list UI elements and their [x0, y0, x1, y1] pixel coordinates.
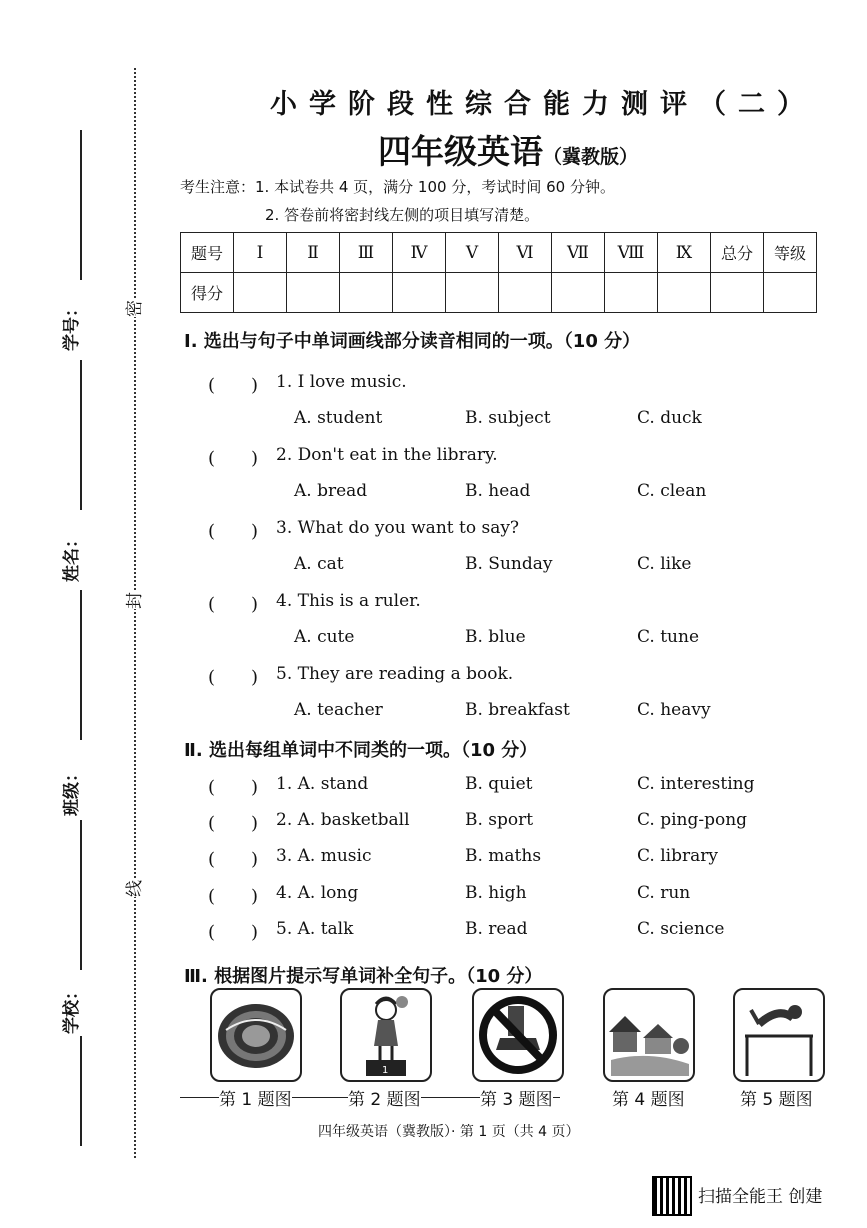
option-a: 2. A. basketball [276, 810, 410, 830]
column-cell: Ⅶ [552, 233, 605, 273]
name-line [80, 590, 82, 740]
option-b: B. read [465, 919, 528, 939]
option-b: B. high [465, 883, 527, 903]
option-c: C. heavy [637, 700, 711, 720]
option-b: B. Sunday [465, 554, 553, 574]
score-input-cell[interactable] [393, 273, 446, 313]
section-2-heading: Ⅱ. 选出每组单词中不同类的一项。（10 分） [184, 740, 538, 761]
column-cell: Ⅱ [287, 233, 340, 273]
option-b: B. head [465, 481, 531, 501]
question-text: 1. I love music. [276, 372, 407, 392]
question-text: 5. They are reading a book. [276, 664, 514, 684]
score-input-cell[interactable] [658, 273, 711, 313]
column-cell: Ⅵ [499, 233, 552, 273]
answer-paren[interactable]: ( ) [208, 594, 259, 615]
picture-5-caption: 第 5 题图 [740, 1085, 813, 1110]
score-table-header-row [181, 233, 817, 273]
column-cell: Ⅳ [393, 233, 446, 273]
option-c: C. run [637, 883, 691, 903]
podium-number: 1 [382, 1065, 389, 1076]
option-b: B. maths [465, 846, 542, 866]
score-input-cell[interactable] [446, 273, 499, 313]
option-a: 1. A. stand [276, 774, 369, 794]
picture-4-caption: 第 4 题图 [612, 1085, 685, 1110]
answer-paren[interactable]: ( ) [208, 521, 259, 542]
seal-char-mi: 密 [120, 300, 145, 317]
notice-line-1: 考生注意：1. 本试卷共 4 页，满分 100 分，考试时间 60 分钟。 [180, 178, 615, 196]
answer-paren[interactable]: ( ) [208, 813, 259, 834]
option-b: B. subject [465, 408, 551, 428]
option-c: C. science [637, 919, 725, 939]
seal-char-feng: 封 [120, 592, 145, 609]
option-c: C. library [637, 846, 718, 866]
scanner-watermark: 扫描全能王 创建 [698, 1187, 823, 1207]
page-title: 小学阶段性综合能力测评（二） [270, 89, 816, 120]
picture-2-caption: 第 2 题图 [348, 1085, 421, 1110]
qr-code-icon [652, 1176, 692, 1216]
page-subtitle [378, 126, 638, 173]
seal-char-xian: 线 [120, 880, 145, 897]
section-3-heading: Ⅲ. 根据图片提示写单词补全句子。（10 分） [184, 966, 543, 987]
answer-paren[interactable]: ( ) [208, 777, 259, 798]
seal-dotted-line [134, 68, 136, 1158]
option-c: C. duck [637, 408, 702, 428]
option-a: A. student [294, 408, 383, 428]
question-text: 2. Don't eat in the library. [276, 445, 498, 465]
answer-paren[interactable]: ( ) [208, 375, 259, 396]
class-line [80, 820, 82, 970]
option-c: C. interesting [637, 774, 755, 794]
picture-2-podium-girl [340, 988, 432, 1082]
score-table [180, 232, 817, 313]
edition-text: （冀教版） [543, 146, 639, 168]
header-label-cell: 题号 [181, 233, 234, 273]
picture-1-running-track [210, 988, 302, 1082]
option-c: C. ping-pong [637, 810, 748, 830]
option-a: 4. A. long [276, 883, 359, 903]
option-c: C. clean [637, 481, 707, 501]
student-no-line [80, 130, 82, 280]
score-label-cell: 得分 [181, 273, 234, 313]
picture-4-village-houses [603, 988, 695, 1082]
column-cell-total: 总分 [711, 233, 764, 273]
score-input-cell[interactable] [234, 273, 287, 313]
name-label: 姓名： [62, 531, 82, 582]
option-a: A. cute [294, 627, 355, 647]
answer-paren[interactable]: ( ) [208, 922, 259, 943]
school-line [80, 1036, 82, 1146]
answer-paren[interactable]: ( ) [208, 667, 259, 688]
class-label: 班级： [62, 765, 82, 816]
question-text: 3. What do you want to say? [276, 518, 520, 538]
option-a: 3. A. music [276, 846, 372, 866]
question-text: 4. This is a ruler. [276, 591, 421, 611]
picture-3-no-walking-sign [472, 988, 564, 1082]
subtitle-text: 四年级英语 [378, 132, 543, 171]
score-input-cell[interactable] [287, 273, 340, 313]
option-c: C. like [637, 554, 692, 574]
answer-paren[interactable]: ( ) [208, 448, 259, 469]
option-b: B. breakfast [465, 700, 570, 720]
column-cell: Ⅸ [658, 233, 711, 273]
school-label: 学校： [62, 983, 82, 1034]
picture-5-high-jump [733, 988, 825, 1082]
section-1-heading: Ⅰ. 选出与句子中单词画线部分读音相同的一项。（10 分） [184, 331, 641, 352]
score-input-cell[interactable] [499, 273, 552, 313]
score-input-cell[interactable] [552, 273, 605, 313]
option-a: A. bread [294, 481, 368, 501]
picture-1-caption: 第 1 题图 [219, 1085, 292, 1110]
answer-paren[interactable]: ( ) [208, 849, 259, 870]
option-b: B. quiet [465, 774, 533, 794]
option-c: C. tune [637, 627, 699, 647]
option-a: 5. A. talk [276, 919, 354, 939]
score-input-cell[interactable] [605, 273, 658, 313]
answer-paren[interactable]: ( ) [208, 886, 259, 907]
student-no-label: 学号： [62, 300, 82, 351]
score-table-score-row [181, 273, 817, 313]
option-a: A. cat [294, 554, 344, 574]
column-cell: Ⅲ [340, 233, 393, 273]
student-no-line-lower [80, 360, 82, 510]
column-cell-grade: 等级 [764, 233, 817, 273]
score-input-cell[interactable] [340, 273, 393, 313]
picture-3-caption: 第 3 题图 [480, 1085, 553, 1110]
score-input-cell[interactable] [711, 273, 764, 313]
option-a: A. teacher [294, 700, 383, 720]
notice-line-2: 2. 答卷前将密封线左侧的项目填写清楚。 [265, 206, 540, 224]
option-b: B. sport [465, 810, 534, 830]
column-cell: Ⅰ [234, 233, 287, 273]
page-footer: 四年级英语（冀教版）· 第 1 页（共 4 页） [318, 1124, 580, 1140]
column-cell: Ⅴ [446, 233, 499, 273]
option-b: B. blue [465, 627, 526, 647]
column-cell: Ⅷ [605, 233, 658, 273]
score-input-cell[interactable] [764, 273, 817, 313]
